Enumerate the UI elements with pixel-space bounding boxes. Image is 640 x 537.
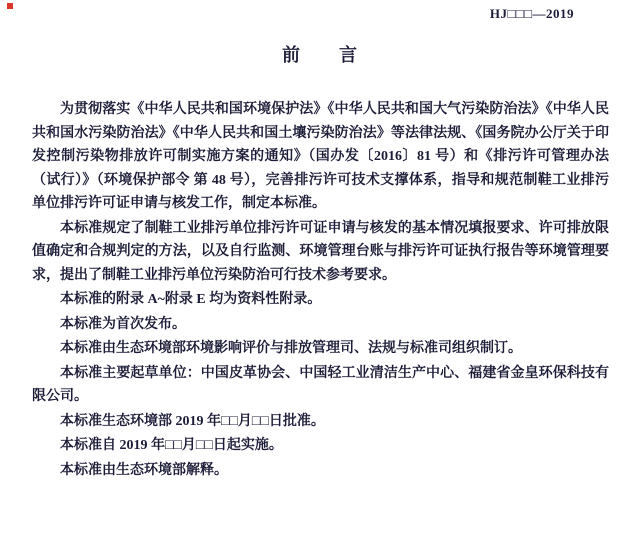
paragraph-effective-date: 本标准自 2019 年□□月□□日起实施。: [60, 438, 283, 453]
paragraph-organizers: 本标准由生态环境部环境影响评价与排放管理司、法规与标准司组织制订。: [60, 341, 522, 356]
paragraph-drafting-units: 本标准主要起草单位：中国皮革协会、中国轻工业清洁生产中心、福建省金皇环保科技有限公司。: [32, 365, 609, 404]
paragraph-appendices: 本标准的附录 A~附录 E 均为资料性附录。: [60, 292, 322, 307]
paragraph-interpretation: 本标准由生态环境部解释。: [60, 462, 228, 478]
paragraph-purpose: 为贯彻落实《中华人民共和国环境保护法》《中华人民共和国大气污染防治法》《中华人民共和国水污染防治法》《中华人民共和国土壤污染防治法》等法律法规、《国务院办公厅关于印发控制污染物排放许可制实施方案的通知》（国办发〔2016〕81 号）和《排污许可管理办法（试行）》（环境保护部令 第 48 号），完善排污许可技术支撑体系，指导和规范制鞋工业排污单位排污许可证申请与核发工作，制定本标准。: [32, 102, 609, 211]
paragraph-approval-date: 本标准生态环境部 2019 年□□月□□日批准。: [60, 413, 325, 429]
page-title: 前 言: [282, 45, 358, 65]
paragraph-first-release: 本标准为首次发布。: [60, 316, 186, 332]
standard-code: HJ□□□—2019: [489, 6, 574, 21]
scan-artifact-dot: [7, 3, 13, 9]
document-body: [32, 98, 609, 483]
paragraph-scope: 本标准规定了制鞋工业排污单位排污许可证申请与核发的基本情况填报要求、许可排放限值确定和合规判定的方法，以及自行监测、环境管理台账与排污许可证执行报告等环境管理要求，提出了制鞋工业排污单位污染防治可行技术参考要求。: [32, 220, 609, 283]
